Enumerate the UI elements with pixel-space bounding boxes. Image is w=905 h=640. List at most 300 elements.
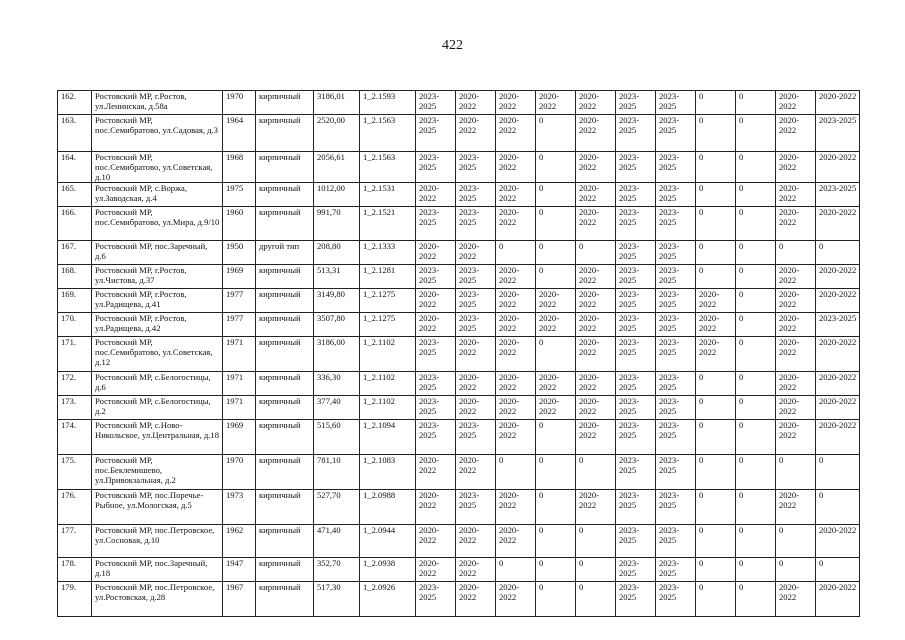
table-row xyxy=(58,337,860,372)
period-cell: 2020-2022 xyxy=(816,152,860,183)
period-cell: 2023-2025 xyxy=(616,525,656,558)
code-cell: 1_2.1094 xyxy=(360,420,416,455)
row-number-cell: 175. xyxy=(58,455,92,490)
wall-material-cell: кирпичный xyxy=(256,152,314,183)
row-number-cell: 174. xyxy=(58,420,92,455)
address-cell: Ростовский МР, пос.Заречный, д.18 xyxy=(92,558,223,582)
area-cell: 336,30 xyxy=(314,372,360,396)
code-cell: 1_2.0938 xyxy=(360,558,416,582)
period-cell: 2023-2025 xyxy=(416,582,456,617)
wall-material-cell: кирпичный xyxy=(256,207,314,241)
period-cell: 2020-2022 xyxy=(576,337,616,372)
area-cell: 515,60 xyxy=(314,420,360,455)
period-cell: 0 xyxy=(736,207,776,241)
period-cell: 0 xyxy=(776,558,816,582)
period-cell: 2020-2022 xyxy=(536,313,576,337)
table-row xyxy=(58,152,860,183)
row-number-cell: 171. xyxy=(58,337,92,372)
period-cell: 0 xyxy=(696,91,736,115)
period-cell: 2023-2025 xyxy=(656,115,696,152)
code-cell: 1_2.0988 xyxy=(360,490,416,525)
period-cell: 0 xyxy=(496,455,536,490)
period-cell: 2020-2022 xyxy=(456,372,496,396)
period-cell: 2023-2025 xyxy=(616,265,656,289)
period-cell: 0 xyxy=(696,207,736,241)
period-cell: 0 xyxy=(736,490,776,525)
period-cell: 0 xyxy=(696,183,736,207)
period-cell: 2023-2025 xyxy=(416,420,456,455)
period-cell: 2023-2025 xyxy=(616,115,656,152)
area-cell: 208,80 xyxy=(314,241,360,265)
period-cell: 0 xyxy=(736,313,776,337)
year-cell: 1947 xyxy=(223,558,256,582)
period-cell: 0 xyxy=(736,582,776,617)
period-cell: 2023-2025 xyxy=(656,289,696,313)
table-row xyxy=(58,183,860,207)
area-cell: 517,30 xyxy=(314,582,360,617)
row-number-cell: 163. xyxy=(58,115,92,152)
code-cell: 1_2.1102 xyxy=(360,396,416,420)
table-row xyxy=(58,582,860,617)
period-cell: 2023-2025 xyxy=(656,337,696,372)
period-cell: 0 xyxy=(536,420,576,455)
register-body xyxy=(58,91,860,617)
wall-material-cell: кирпичный xyxy=(256,115,314,152)
period-cell: 0 xyxy=(536,183,576,207)
period-cell: 0 xyxy=(536,207,576,241)
wall-material-cell: кирпичный xyxy=(256,490,314,525)
address-cell: Ростовский МР, с.Ново-Никольское, ул.Центральная, д.18 xyxy=(92,420,223,455)
wall-material-cell: кирпичный xyxy=(256,455,314,490)
wall-material-cell: кирпичный xyxy=(256,582,314,617)
period-cell: 2023-2025 xyxy=(656,183,696,207)
area-cell: 2520,00 xyxy=(314,115,360,152)
period-cell: 2023-2025 xyxy=(456,313,496,337)
code-cell: 1_2.1083 xyxy=(360,455,416,490)
period-cell: 2023-2025 xyxy=(656,91,696,115)
period-cell: 2020-2022 xyxy=(776,115,816,152)
address-cell: Ростовский МР, пос.Петровское, ул.Ростовская, д.28 xyxy=(92,582,223,617)
year-cell: 1970 xyxy=(223,455,256,490)
period-cell: 0 xyxy=(736,396,776,420)
period-cell: 2020-2022 xyxy=(536,396,576,420)
row-number-cell: 179. xyxy=(58,582,92,617)
period-cell: 0 xyxy=(736,372,776,396)
row-number-cell: 167. xyxy=(58,241,92,265)
table-row xyxy=(58,241,860,265)
period-cell: 2023-2025 xyxy=(616,420,656,455)
year-cell: 1970 xyxy=(223,91,256,115)
period-cell: 2020-2022 xyxy=(816,289,860,313)
area-cell: 991,70 xyxy=(314,207,360,241)
row-number-cell: 162. xyxy=(58,91,92,115)
period-cell: 2020-2022 xyxy=(576,372,616,396)
period-cell: 2020-2022 xyxy=(696,313,736,337)
table-row xyxy=(58,396,860,420)
period-cell: 2023-2025 xyxy=(816,313,860,337)
period-cell: 2020-2022 xyxy=(536,372,576,396)
period-cell: 2020-2022 xyxy=(496,372,536,396)
period-cell: 0 xyxy=(736,265,776,289)
address-cell: Ростовский МР, г.Ростов, ул.Чистова, д.37 xyxy=(92,265,223,289)
period-cell: 2020-2022 xyxy=(496,313,536,337)
year-cell: 1971 xyxy=(223,337,256,372)
period-cell: 2020-2022 xyxy=(816,396,860,420)
period-cell: 2020-2022 xyxy=(576,396,616,420)
period-cell: 2023-2025 xyxy=(616,152,656,183)
year-cell: 1964 xyxy=(223,115,256,152)
wall-material-cell: кирпичный xyxy=(256,183,314,207)
period-cell: 0 xyxy=(536,152,576,183)
period-cell: 2020-2022 xyxy=(576,490,616,525)
wall-material-cell: другой тип xyxy=(256,241,314,265)
table-row xyxy=(58,91,860,115)
period-cell: 2020-2022 xyxy=(576,289,616,313)
housing-register-table xyxy=(57,90,860,617)
period-cell: 0 xyxy=(536,558,576,582)
period-cell: 0 xyxy=(536,582,576,617)
period-cell: 2020-2022 xyxy=(776,207,816,241)
address-cell: Ростовский МР, с.Белогостицы, д.6 xyxy=(92,372,223,396)
area-cell: 352,70 xyxy=(314,558,360,582)
row-number-cell: 169. xyxy=(58,289,92,313)
period-cell: 2023-2025 xyxy=(416,265,456,289)
period-cell: 2020-2022 xyxy=(456,115,496,152)
period-cell: 2020-2022 xyxy=(496,582,536,617)
code-cell: 1_2.0926 xyxy=(360,582,416,617)
address-cell: Ростовский МР, с.Белогостицы, д.2 xyxy=(92,396,223,420)
period-cell: 2023-2025 xyxy=(616,558,656,582)
code-cell: 1_2.1593 xyxy=(360,91,416,115)
period-cell: 0 xyxy=(696,525,736,558)
period-cell: 2023-2025 xyxy=(656,152,696,183)
year-cell: 1977 xyxy=(223,289,256,313)
period-cell: 0 xyxy=(536,265,576,289)
code-cell: 1_2.1563 xyxy=(360,115,416,152)
period-cell: 0 xyxy=(816,241,860,265)
period-cell: 0 xyxy=(696,420,736,455)
area-cell: 3186,00 xyxy=(314,337,360,372)
period-cell: 2020-2022 xyxy=(456,525,496,558)
period-cell: 2020-2022 xyxy=(496,115,536,152)
row-number-cell: 172. xyxy=(58,372,92,396)
period-cell: 2023-2025 xyxy=(656,372,696,396)
table-row xyxy=(58,289,860,313)
period-cell: 2023-2025 xyxy=(456,183,496,207)
address-cell: Ростовский МР, пос.Семибратово, ул.Советская, д.12 xyxy=(92,337,223,372)
period-cell: 0 xyxy=(696,152,736,183)
period-cell: 2020-2022 xyxy=(496,207,536,241)
period-cell: 2023-2025 xyxy=(616,337,656,372)
period-cell: 0 xyxy=(776,241,816,265)
row-number-cell: 173. xyxy=(58,396,92,420)
code-cell: 1_2.1531 xyxy=(360,183,416,207)
period-cell: 2020-2022 xyxy=(496,91,536,115)
period-cell: 2023-2025 xyxy=(416,337,456,372)
wall-material-cell: кирпичный xyxy=(256,265,314,289)
period-cell: 2020-2022 xyxy=(776,372,816,396)
area-cell: 3507,80 xyxy=(314,313,360,337)
period-cell: 2023-2025 xyxy=(656,313,696,337)
period-cell: 0 xyxy=(536,115,576,152)
year-cell: 1971 xyxy=(223,396,256,420)
period-cell: 2020-2022 xyxy=(456,337,496,372)
table-row xyxy=(58,115,860,152)
period-cell: 0 xyxy=(736,289,776,313)
period-cell: 0 xyxy=(776,455,816,490)
period-cell: 0 xyxy=(696,490,736,525)
area-cell: 471,40 xyxy=(314,525,360,558)
period-cell: 2020-2022 xyxy=(416,241,456,265)
period-cell: 2020-2022 xyxy=(816,525,860,558)
period-cell: 2020-2022 xyxy=(776,582,816,617)
period-cell: 2023-2025 xyxy=(616,241,656,265)
period-cell: 2020-2022 xyxy=(816,420,860,455)
period-cell: 2020-2022 xyxy=(536,91,576,115)
row-number-cell: 168. xyxy=(58,265,92,289)
period-cell: 2020-2022 xyxy=(536,289,576,313)
period-cell: 0 xyxy=(776,525,816,558)
row-number-cell: 178. xyxy=(58,558,92,582)
code-cell: 1_2.1333 xyxy=(360,241,416,265)
area-cell: 2056,61 xyxy=(314,152,360,183)
period-cell: 2023-2025 xyxy=(816,183,860,207)
year-cell: 1975 xyxy=(223,183,256,207)
period-cell: 0 xyxy=(816,490,860,525)
area-cell: 377,40 xyxy=(314,396,360,420)
period-cell: 2023-2025 xyxy=(816,115,860,152)
period-cell: 0 xyxy=(736,152,776,183)
period-cell: 2023-2025 xyxy=(656,207,696,241)
row-number-cell: 170. xyxy=(58,313,92,337)
period-cell: 0 xyxy=(696,455,736,490)
code-cell: 1_2.0944 xyxy=(360,525,416,558)
period-cell: 2020-2022 xyxy=(576,152,616,183)
period-cell: 2023-2025 xyxy=(456,420,496,455)
period-cell: 2020-2022 xyxy=(496,152,536,183)
period-cell: 2020-2022 xyxy=(696,289,736,313)
period-cell: 0 xyxy=(696,241,736,265)
period-cell: 2020-2022 xyxy=(416,525,456,558)
address-cell: Ростовский МР, с.Воржа, ул.Заводская, д.4 xyxy=(92,183,223,207)
area-cell: 527,70 xyxy=(314,490,360,525)
period-cell: 2023-2025 xyxy=(416,115,456,152)
year-cell: 1950 xyxy=(223,241,256,265)
address-cell: Ростовский МР, пос.Беклемишево, ул.Привокзальная, д.2 xyxy=(92,455,223,490)
area-cell: 3149,80 xyxy=(314,289,360,313)
wall-material-cell: кирпичный xyxy=(256,372,314,396)
row-number-cell: 176. xyxy=(58,490,92,525)
period-cell: 0 xyxy=(576,582,616,617)
period-cell: 2023-2025 xyxy=(416,372,456,396)
period-cell: 2023-2025 xyxy=(656,525,696,558)
code-cell: 1_2.1102 xyxy=(360,372,416,396)
year-cell: 1969 xyxy=(223,420,256,455)
period-cell: 2023-2025 xyxy=(656,558,696,582)
period-cell: 2020-2022 xyxy=(496,420,536,455)
period-cell: 2020-2022 xyxy=(416,558,456,582)
period-cell: 2020-2022 xyxy=(416,183,456,207)
period-cell: 0 xyxy=(736,115,776,152)
year-cell: 1973 xyxy=(223,490,256,525)
period-cell: 2020-2022 xyxy=(576,115,616,152)
period-cell: 0 xyxy=(536,337,576,372)
period-cell: 2020-2022 xyxy=(496,289,536,313)
period-cell: 2020-2022 xyxy=(576,420,616,455)
period-cell: 2023-2025 xyxy=(416,152,456,183)
area-cell: 3186,01 xyxy=(314,91,360,115)
period-cell: 0 xyxy=(496,241,536,265)
year-cell: 1962 xyxy=(223,525,256,558)
row-number-cell: 177. xyxy=(58,525,92,558)
period-cell: 2023-2025 xyxy=(656,490,696,525)
period-cell: 2020-2022 xyxy=(416,490,456,525)
address-cell: Ростовский МР, пос.Семибратово, ул.Советская, д.10 xyxy=(92,152,223,183)
code-cell: 1_2.1281 xyxy=(360,265,416,289)
period-cell: 2023-2025 xyxy=(656,241,696,265)
wall-material-cell: кирпичный xyxy=(256,289,314,313)
period-cell: 2020-2022 xyxy=(776,396,816,420)
period-cell: 2020-2022 xyxy=(576,313,616,337)
period-cell: 2023-2025 xyxy=(656,265,696,289)
period-cell: 2020-2022 xyxy=(816,337,860,372)
period-cell: 0 xyxy=(576,455,616,490)
period-cell: 0 xyxy=(536,525,576,558)
period-cell: 0 xyxy=(736,241,776,265)
period-cell: 2020-2022 xyxy=(816,207,860,241)
period-cell: 2020-2022 xyxy=(816,582,860,617)
period-cell: 0 xyxy=(696,372,736,396)
period-cell: 0 xyxy=(696,115,736,152)
period-cell: 0 xyxy=(736,183,776,207)
period-cell: 2020-2022 xyxy=(776,490,816,525)
wall-material-cell: кирпичный xyxy=(256,337,314,372)
period-cell: 2020-2022 xyxy=(816,265,860,289)
period-cell: 2020-2022 xyxy=(776,265,816,289)
period-cell: 2023-2025 xyxy=(616,183,656,207)
period-cell: 2023-2025 xyxy=(656,455,696,490)
period-cell: 0 xyxy=(576,241,616,265)
code-cell: 1_2.1275 xyxy=(360,313,416,337)
address-cell: Ростовский МР, пос.Поречье-Рыбное, ул.Мологская, д.5 xyxy=(92,490,223,525)
period-cell: 2020-2022 xyxy=(456,582,496,617)
address-cell: Ростовский МР, г.Ростов, ул.Радищева, д.41 xyxy=(92,289,223,313)
period-cell: 2020-2022 xyxy=(696,337,736,372)
area-cell: 781,10 xyxy=(314,455,360,490)
period-cell: 2020-2022 xyxy=(816,372,860,396)
table-row xyxy=(58,420,860,455)
period-cell: 2020-2022 xyxy=(456,91,496,115)
code-cell: 1_2.1521 xyxy=(360,207,416,241)
wall-material-cell: кирпичный xyxy=(256,558,314,582)
wall-material-cell: кирпичный xyxy=(256,525,314,558)
period-cell: 2020-2022 xyxy=(496,183,536,207)
period-cell: 2020-2022 xyxy=(776,337,816,372)
code-cell: 1_2.1563 xyxy=(360,152,416,183)
period-cell: 0 xyxy=(576,525,616,558)
period-cell: 2023-2025 xyxy=(456,152,496,183)
period-cell: 2020-2022 xyxy=(576,183,616,207)
period-cell: 0 xyxy=(816,455,860,490)
code-cell: 1_2.1102 xyxy=(360,337,416,372)
address-cell: Ростовский МР, г.Ростов, ул.Ленинская, д.58а xyxy=(92,91,223,115)
period-cell: 0 xyxy=(736,91,776,115)
period-cell: 2020-2022 xyxy=(776,91,816,115)
period-cell: 2023-2025 xyxy=(616,313,656,337)
period-cell: 2020-2022 xyxy=(776,420,816,455)
period-cell: 2023-2025 xyxy=(656,420,696,455)
period-cell: 0 xyxy=(496,558,536,582)
table-row xyxy=(58,372,860,396)
year-cell: 1977 xyxy=(223,313,256,337)
period-cell: 0 xyxy=(536,455,576,490)
year-cell: 1968 xyxy=(223,152,256,183)
period-cell: 0 xyxy=(696,558,736,582)
period-cell: 0 xyxy=(736,525,776,558)
period-cell: 0 xyxy=(736,558,776,582)
period-cell: 2023-2025 xyxy=(416,91,456,115)
period-cell: 2020-2022 xyxy=(496,265,536,289)
period-cell: 2020-2022 xyxy=(816,91,860,115)
period-cell: 2023-2025 xyxy=(616,455,656,490)
period-cell: 0 xyxy=(816,558,860,582)
period-cell: 2023-2025 xyxy=(456,289,496,313)
address-cell: Ростовский МР, пос.Семибратово, ул.Мира, д.9/10 xyxy=(92,207,223,241)
period-cell: 2023-2025 xyxy=(616,490,656,525)
period-cell: 0 xyxy=(736,455,776,490)
period-cell: 2020-2022 xyxy=(776,183,816,207)
table-row xyxy=(58,207,860,241)
period-cell: 2020-2022 xyxy=(576,207,616,241)
table-row xyxy=(58,558,860,582)
period-cell: 2023-2025 xyxy=(616,582,656,617)
period-cell: 0 xyxy=(536,241,576,265)
period-cell: 2023-2025 xyxy=(616,207,656,241)
period-cell: 2023-2025 xyxy=(416,396,456,420)
period-cell: 0 xyxy=(696,582,736,617)
period-cell: 2020-2022 xyxy=(776,313,816,337)
period-cell: 2020-2022 xyxy=(416,313,456,337)
wall-material-cell: кирпичный xyxy=(256,91,314,115)
period-cell: 0 xyxy=(536,490,576,525)
year-cell: 1960 xyxy=(223,207,256,241)
table-row xyxy=(58,525,860,558)
period-cell: 2020-2022 xyxy=(456,396,496,420)
period-cell: 2020-2022 xyxy=(576,91,616,115)
address-cell: Ростовский МР, пос.Петровское, ул.Сосновая, д.10 xyxy=(92,525,223,558)
code-cell: 1_2.1275 xyxy=(360,289,416,313)
year-cell: 1967 xyxy=(223,582,256,617)
year-cell: 1969 xyxy=(223,265,256,289)
wall-material-cell: кирпичный xyxy=(256,396,314,420)
table-row xyxy=(58,313,860,337)
year-cell: 1971 xyxy=(223,372,256,396)
period-cell: 2020-2022 xyxy=(776,152,816,183)
period-cell: 2020-2022 xyxy=(416,289,456,313)
period-cell: 2023-2025 xyxy=(456,490,496,525)
period-cell: 2020-2022 xyxy=(496,525,536,558)
period-cell: 2020-2022 xyxy=(496,490,536,525)
period-cell: 2020-2022 xyxy=(456,558,496,582)
period-cell: 2020-2022 xyxy=(456,241,496,265)
period-cell: 2023-2025 xyxy=(456,207,496,241)
period-cell: 2023-2025 xyxy=(616,289,656,313)
period-cell: 2023-2025 xyxy=(616,396,656,420)
row-number-cell: 166. xyxy=(58,207,92,241)
table-row xyxy=(58,490,860,525)
address-cell: Ростовский МР, г.Ростов, ул.Радищева, д.42 xyxy=(92,313,223,337)
period-cell: 2020-2022 xyxy=(776,289,816,313)
